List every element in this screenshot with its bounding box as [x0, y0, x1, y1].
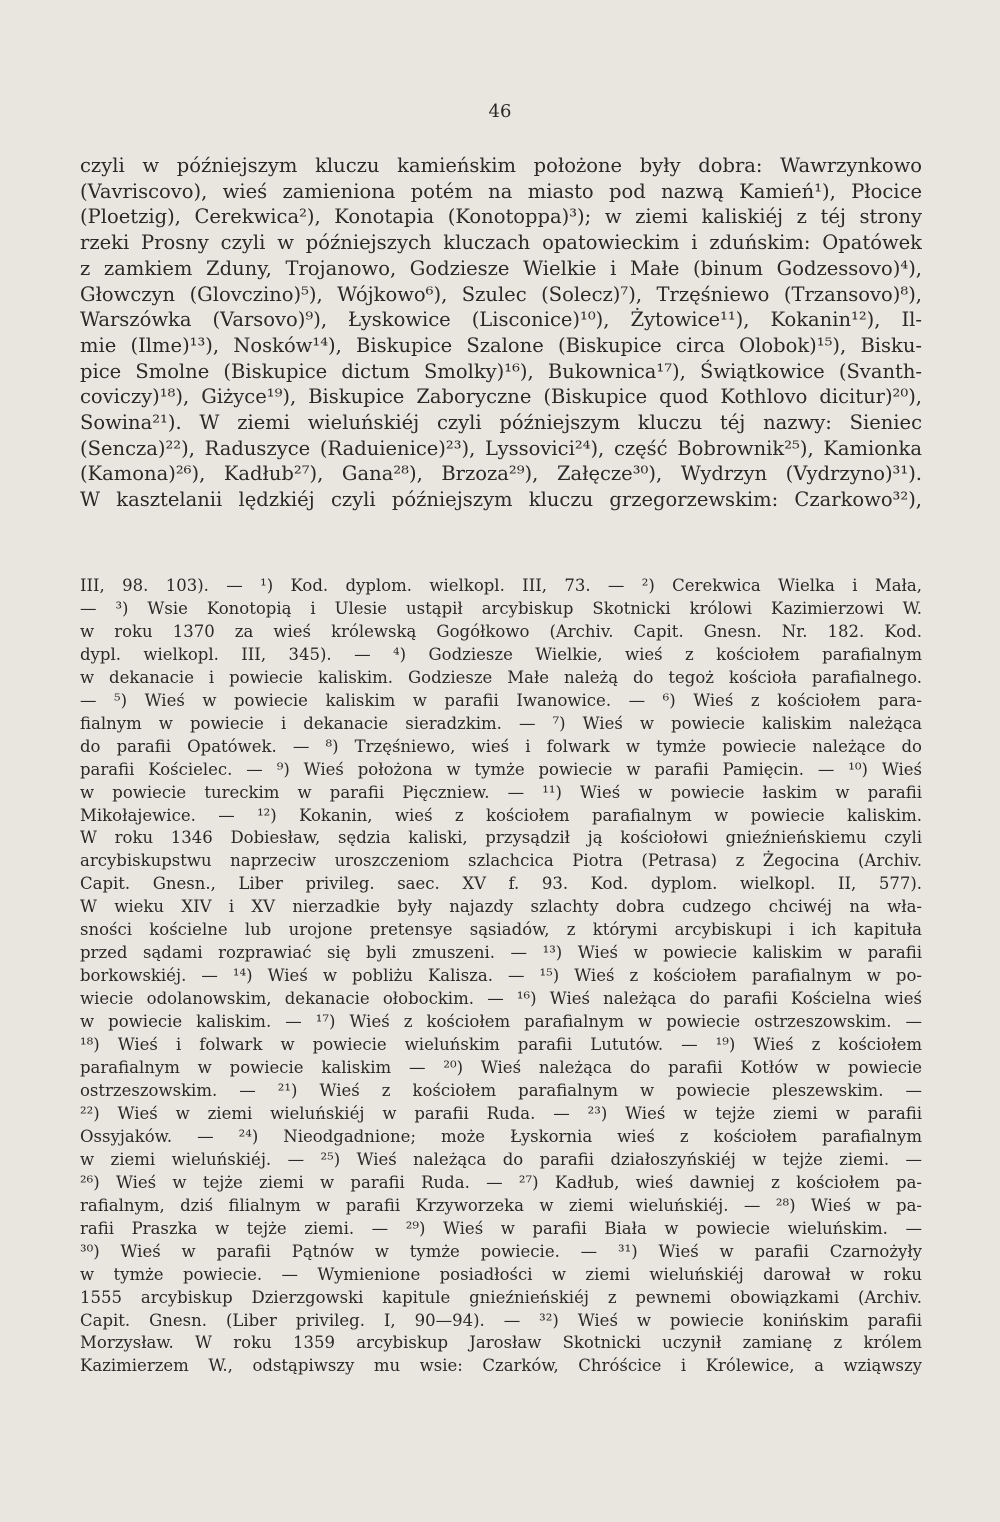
footnote-line: arcybiskupstwu naprzeciw uroszczeniom szlachcica Piotra (Petrasa) z Żegocina (Archiv. — [80, 851, 922, 871]
footnote-line: ostrzeszowskim. — ²¹) Wieś z kościołem parafialnym w powiecie pleszewskim. — — [80, 1080, 922, 1100]
footnote-line: w ziemi wieluńskiéj. — ²⁵) Wieś należąca do parafii działoszyńskiéj w tejże ziemi. — — [80, 1149, 922, 1169]
footnote-line: III, 98. 103). — ¹) Kod. dyplom. wielkopl. III, 73. — ²) Cerekwica Wielka i Mała, — [80, 576, 922, 595]
text-line: pice Smolne (Biskupice dictum Smolky)¹⁶), Bukownica¹⁷), Świątkowice (Svanth- — [80, 359, 922, 383]
footnote-line: ²²) Wieś w ziemi wieluńskiéj w parafii Ruda. — ²³) Wieś w tejże ziemi w parafii — [80, 1103, 922, 1123]
text-line: rzeki Prosny czyli w późniejszych kluczach opatowieckim i zduńskim: Opatówek — [80, 231, 922, 255]
text-line: czyli w późniejszym kluczu kamieńskim położone były dobra: Wawrzynkowo — [80, 154, 922, 177]
footnote-line: parafii Kościelec. — ⁹) Wieś położona w tymże powiecie w parafii Pamięcin. — ¹⁰) Wieś — [80, 759, 922, 779]
footnote-line: Capit. Gnesn. (Liber privileg. I, 90—94). — ³²) Wieś w powiecie konińskim parafii — [80, 1310, 922, 1330]
text-line: (Ploetzig), Cerekwica²), Konotapia (Konotoppa)³); w ziemi kaliskiéj z téj strony — [80, 205, 922, 229]
footnote-line: rafialnym, dziś filialnym w parafii Krzyworzeka w ziemi wieluńskiéj. — ²⁸) Wieś w pa- — [80, 1195, 922, 1215]
footnote-line: ¹⁸) Wieś i folwark w powiecie wieluńskim parafii Lututów. — ¹⁹) Wieś z kościołem — [80, 1035, 922, 1055]
text-line: Warszówka (Varsovo)⁹), Łyskowice (Lisconice)¹⁰), Żytowice¹¹), Kokanin¹²), Il- — [80, 308, 922, 332]
footnote-line: W wieku XIV i XV nierzadkie były najazdy szlachty dobra cudzego chciwéj na wła- — [80, 897, 922, 917]
footnote-line: przed sądami rozprawiać się byli zmuszeni. — ¹³) Wieś w powiecie kaliskim w parafii — [80, 943, 922, 963]
footnote-line: w dekanacie i powiecie kaliskim. Godziesze Małe należą do tegoż kościoła parafialnego. — [80, 667, 922, 687]
text-line: coviczy)¹⁸), Giżyce¹⁹), Biskupice Zaboryczne (Biskupice quod Kothlovo dicitur)²⁰), — [80, 385, 922, 409]
footnote-line: Capit. Gnesn., Liber privileg. saec. XV f. 93. Kod. dyplom. wielkopl. II, 577). — [80, 874, 922, 894]
footnote-line: borkowskiéj. — ¹⁴) Wieś w pobliżu Kalisza. — ¹⁵) Wieś z kościołem parafialnym w po- — [80, 966, 922, 986]
text-line: mie (Ilme)¹³), Nosków¹⁴), Biskupice Szalone (Biskupice circa Olobok)¹⁵), Bisku- — [80, 333, 922, 357]
footnote-line: wiecie odolanowskim, dekanacie ołobockim. — ¹⁶) Wieś należąca do parafii Kościelna wieś — [80, 989, 922, 1009]
footnote-line: ²⁶) Wieś w tejże ziemi w parafii Ruda. — ²⁷) Kadłub, wieś dawniej z kościołem pa- — [80, 1172, 922, 1192]
footnote-line: W roku 1346 Dobiesław, sędzia kaliski, przysądził ją kościołowi gnieźnieńskiemu czyli — [80, 828, 922, 848]
footnote-line: rafii Praszka w tejże ziemi. — ²⁹) Wieś w parafii Biała w powiecie wieluńskim. — — [80, 1218, 922, 1238]
footnote-line: do parafii Opatówek. — ⁸) Trzęśniewo, wieś i folwark w tymże powiecie należące do — [80, 736, 922, 756]
footnote-line: Kazimierzem W., odstąpiwszy mu wsie: Czarków, Chróścice i Królewice, a wziąwszy — [80, 1356, 922, 1376]
footnote-line: w tymże powiecie. — Wymienione posiadłości w ziemi wieluńskiéj darował w roku — [80, 1264, 922, 1284]
footnote-line: — ⁵) Wieś w powiecie kaliskim w parafii Iwanowice. — ⁶) Wieś z kościołem para- — [80, 690, 922, 710]
page-number: 46 — [488, 101, 512, 122]
footnote-line: w roku 1370 za wieś królewską Gogółkowo (Archiv. Capit. Gnesn. Nr. 182. Kod. — [80, 621, 922, 641]
footnote-line: w powiecie kaliskim. — ¹⁷) Wieś z kościołem parafialnym w powiecie ostrzeszowskim. — — [80, 1012, 922, 1032]
footnote-line: Morzysław. W roku 1359 arcybiskup Jarosław Skotnicki uczynił zamianę z królem — [80, 1333, 922, 1353]
text-line: (Vavriscovo), wieś zamieniona potém na miasto pod nazwą Kamień¹), Płocice — [80, 179, 922, 203]
footnote-line: — ³) Wsie Konotopią i Ulesie ustąpił arcybiskup Skotnicki królowi Kazimierzowi W. — [80, 598, 922, 618]
main-text — [80, 153, 922, 513]
text-line: W kasztelanii lędzkiéj czyli późniejszym kluczu grzegorzewskim: Czarkowo³²), — [80, 488, 922, 512]
footnote-line: sności kościelne lub urojone pretensye sąsiadów, z którymi arcybiskupi i ich kapituła — [80, 920, 922, 940]
text-line: Sowina²¹). W ziemi wieluńskiéj czyli późniejszym kluczu téj nazwy: Sieniec — [80, 411, 922, 435]
text-line: Głowczyn (Glovczino)⁵), Wójkowo⁶), Szulec (Solecz)⁷), Trzęśniewo (Trzansovo)⁸), — [80, 282, 922, 306]
footnotes — [80, 575, 922, 1378]
footnote-line: ³⁰) Wieś w parafii Pątnów w tymże powiecie. — ³¹) Wieś w parafii Czarnożyły — [80, 1241, 922, 1261]
footnote-line: w powiecie tureckim w parafii Pięczniew. — ¹¹) Wieś w powiecie łaskim w parafii — [80, 782, 922, 802]
text-line: (Sencza)²²), Raduszyce (Raduienice)²³), Lyssovici²⁴), część Bobrownik²⁵), Kamionka — [80, 436, 922, 460]
text-line: z zamkiem Zduny, Trojanowo, Godziesze Wielkie i Małe (binum Godzessovo)⁴), — [80, 256, 922, 280]
footnote-line: dypl. wielkopl. III, 345). — ⁴) Godziesze Wielkie, wieś z kościołem parafialnym — [80, 644, 922, 664]
footnote-line: parafialnym w powiecie kaliskim — ²⁰) Wieś należąca do parafii Kotłów w powiecie — [80, 1058, 922, 1078]
footnote-line: 1555 arcybiskup Dzierzgowski kapitule gnieźnieńskiéj z pewnemi obowiązkami (Archiv. — [80, 1287, 922, 1307]
text-line: (Kamona)²⁶), Kadłub²⁷), Gana²⁸), Brzoza²⁹), Załęcze³⁰), Wydrzyn (Vydrzyno)³¹). — [80, 462, 922, 486]
footnote-line: Ossyjaków. — ²⁴) Nieodgadnione; może Łyskornia wieś z kościołem parafialnym — [80, 1126, 922, 1146]
footnote-line: Mikołajewice. — ¹²) Kokanin, wieś z kościołem parafialnym w powiecie kaliskim. — [80, 805, 922, 825]
footnote-line: fialnym w powiecie i dekanacie sieradzkim. — ⁷) Wieś w powiecie kaliskim należąca — [80, 713, 922, 733]
